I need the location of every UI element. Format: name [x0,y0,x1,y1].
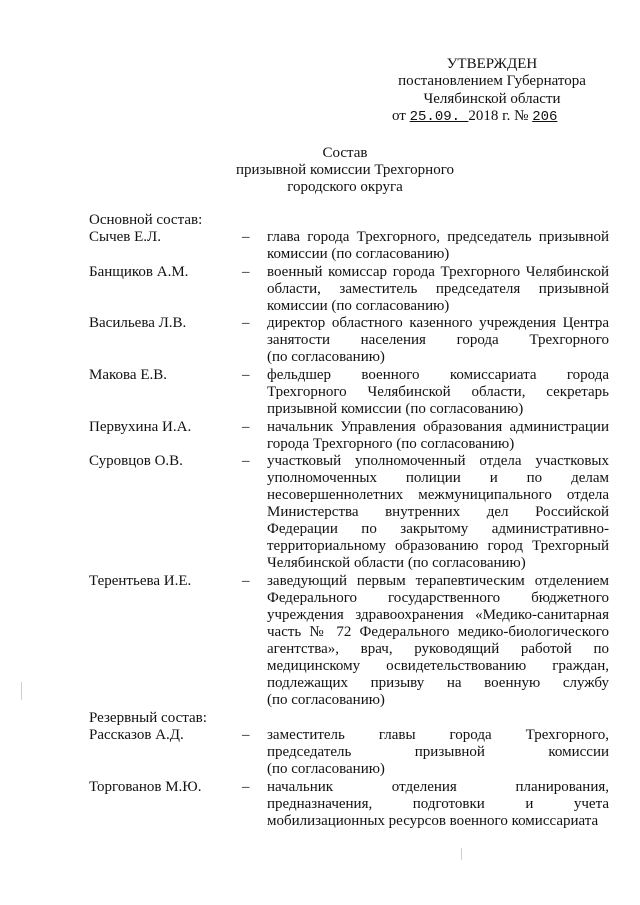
member-role [267,264,609,315]
member-role-line: Федерального государственного бюджетного [267,590,609,606]
member-name: Банщиков А.М. [89,264,189,280]
member-role-line: глава города Трехгорного, председатель призывной [267,229,609,245]
member-role-line: военный комиссар города Трехгорного Челябинской [267,264,609,280]
member-role [267,315,609,366]
member-role-line: Челябинской области (по согласованию) [267,555,526,571]
member-role [267,367,609,418]
member-dash: – [242,315,250,331]
member-role-line: (по согласованию) [267,692,385,708]
member-role-line: Трехгорного Челябинской области, секретарь [267,384,609,400]
member-dash: – [242,727,250,743]
heading-line-2: призывной комиссии Трехгорного [236,162,454,178]
approval-date: 25.09. [409,109,469,125]
approval-decree: постановлением Губернатора [398,73,586,89]
member-role-line: мобилизационных ресурсов военного комиссариата [267,813,599,829]
member-role [267,779,609,830]
member-dash: – [242,264,250,280]
member-role [267,727,609,778]
approval-number: 206 [532,109,558,125]
member-role-line: (по согласованию) [267,761,385,777]
reserve-composition-label: Резервный состав: [89,710,207,726]
member-role-line: предназначения, подготовки и учета [267,796,609,812]
member-role-line: подлежащих призыву на военную службу [267,675,609,691]
member-dash: – [242,367,250,383]
member-role-line: председатель призывной комиссии [267,744,609,760]
member-role-line: начальник Управления образования администрации [267,419,609,435]
member-role-line: занятости населения города Трехгорного [267,332,609,348]
member-name: Терентьева И.Е. [89,573,192,589]
member-role [267,453,609,572]
member-role-line: Министерства внутренних дел Российской [267,504,609,520]
member-role-line: призывной комиссии (по согласованию) [267,401,524,417]
member-role-line: агентства», врач, руководящий работой по [267,641,609,657]
member-name: Торгованов М.Ю. [89,779,202,795]
scan-mark [21,682,22,700]
member-role [267,229,609,263]
member-role-line: участковый уполномоченный отдела участковых [267,453,609,469]
member-name: Сычев Е.Л. [89,229,161,245]
member-dash: – [242,573,250,589]
member-role-line: медицинскому освидетельствованию граждан, [267,658,609,674]
member-role-line: несовершеннолетних межмуниципального отдела [267,487,609,503]
scan-mark [461,848,462,860]
document-heading [150,145,540,196]
member-dash: – [242,229,250,245]
member-role-line: начальник отделения планирования, [267,779,609,795]
member-dash: – [242,453,250,469]
member-role-line: уполномоченных полиции и по делам [267,470,609,486]
member-role-line: заведующий первым терапевтическим отделением [267,573,609,589]
main-composition-label: Основной состав: [89,212,203,228]
member-name: Рассказов А.Д. [89,727,184,743]
approval-date-line [392,108,592,126]
member-role-line: заместитель главы города Трехгорного, [267,727,609,743]
member-role [267,573,609,709]
member-dash: – [242,779,250,795]
member-role-line: комиссии (по согласованию) [267,298,450,314]
member-role [267,419,609,453]
approval-year: 2018 г. № [468,108,529,124]
member-role-line: Федерации по закрытому административно- [267,521,609,537]
member-name: Макова Е.В. [89,367,167,383]
member-role-line: города Трехгорного (по согласованию) [267,436,515,452]
approval-block [392,56,592,126]
member-name: Суровцов О.В. [89,453,183,469]
member-role-line: области, заместитель председателя призывной [267,281,609,297]
heading-line-1: Состав [322,145,368,161]
member-role-line: фельдшер военного комиссариата города [267,367,609,383]
member-role-line: учреждения здравоохранения «Медико-санитарная [267,607,609,623]
member-role-line: территориальному образованию город Трехгорный [267,538,609,554]
member-role-line: директор областного казенного учреждения Центра [267,315,609,331]
approval-region: Челябинской области [423,91,561,107]
member-name: Васильева Л.В. [89,315,187,331]
member-role-line: часть № 72 Федерального медико-биологического [267,624,609,640]
approval-title: УТВЕРЖДЕН [446,56,538,72]
member-role-line: комиссии (по согласованию) [267,246,450,262]
member-role-line: (по согласованию) [267,349,385,365]
approval-from: от [392,108,406,124]
member-dash: – [242,419,250,435]
heading-line-3: городского округа [287,179,403,195]
member-name: Первухина И.А. [89,419,192,435]
